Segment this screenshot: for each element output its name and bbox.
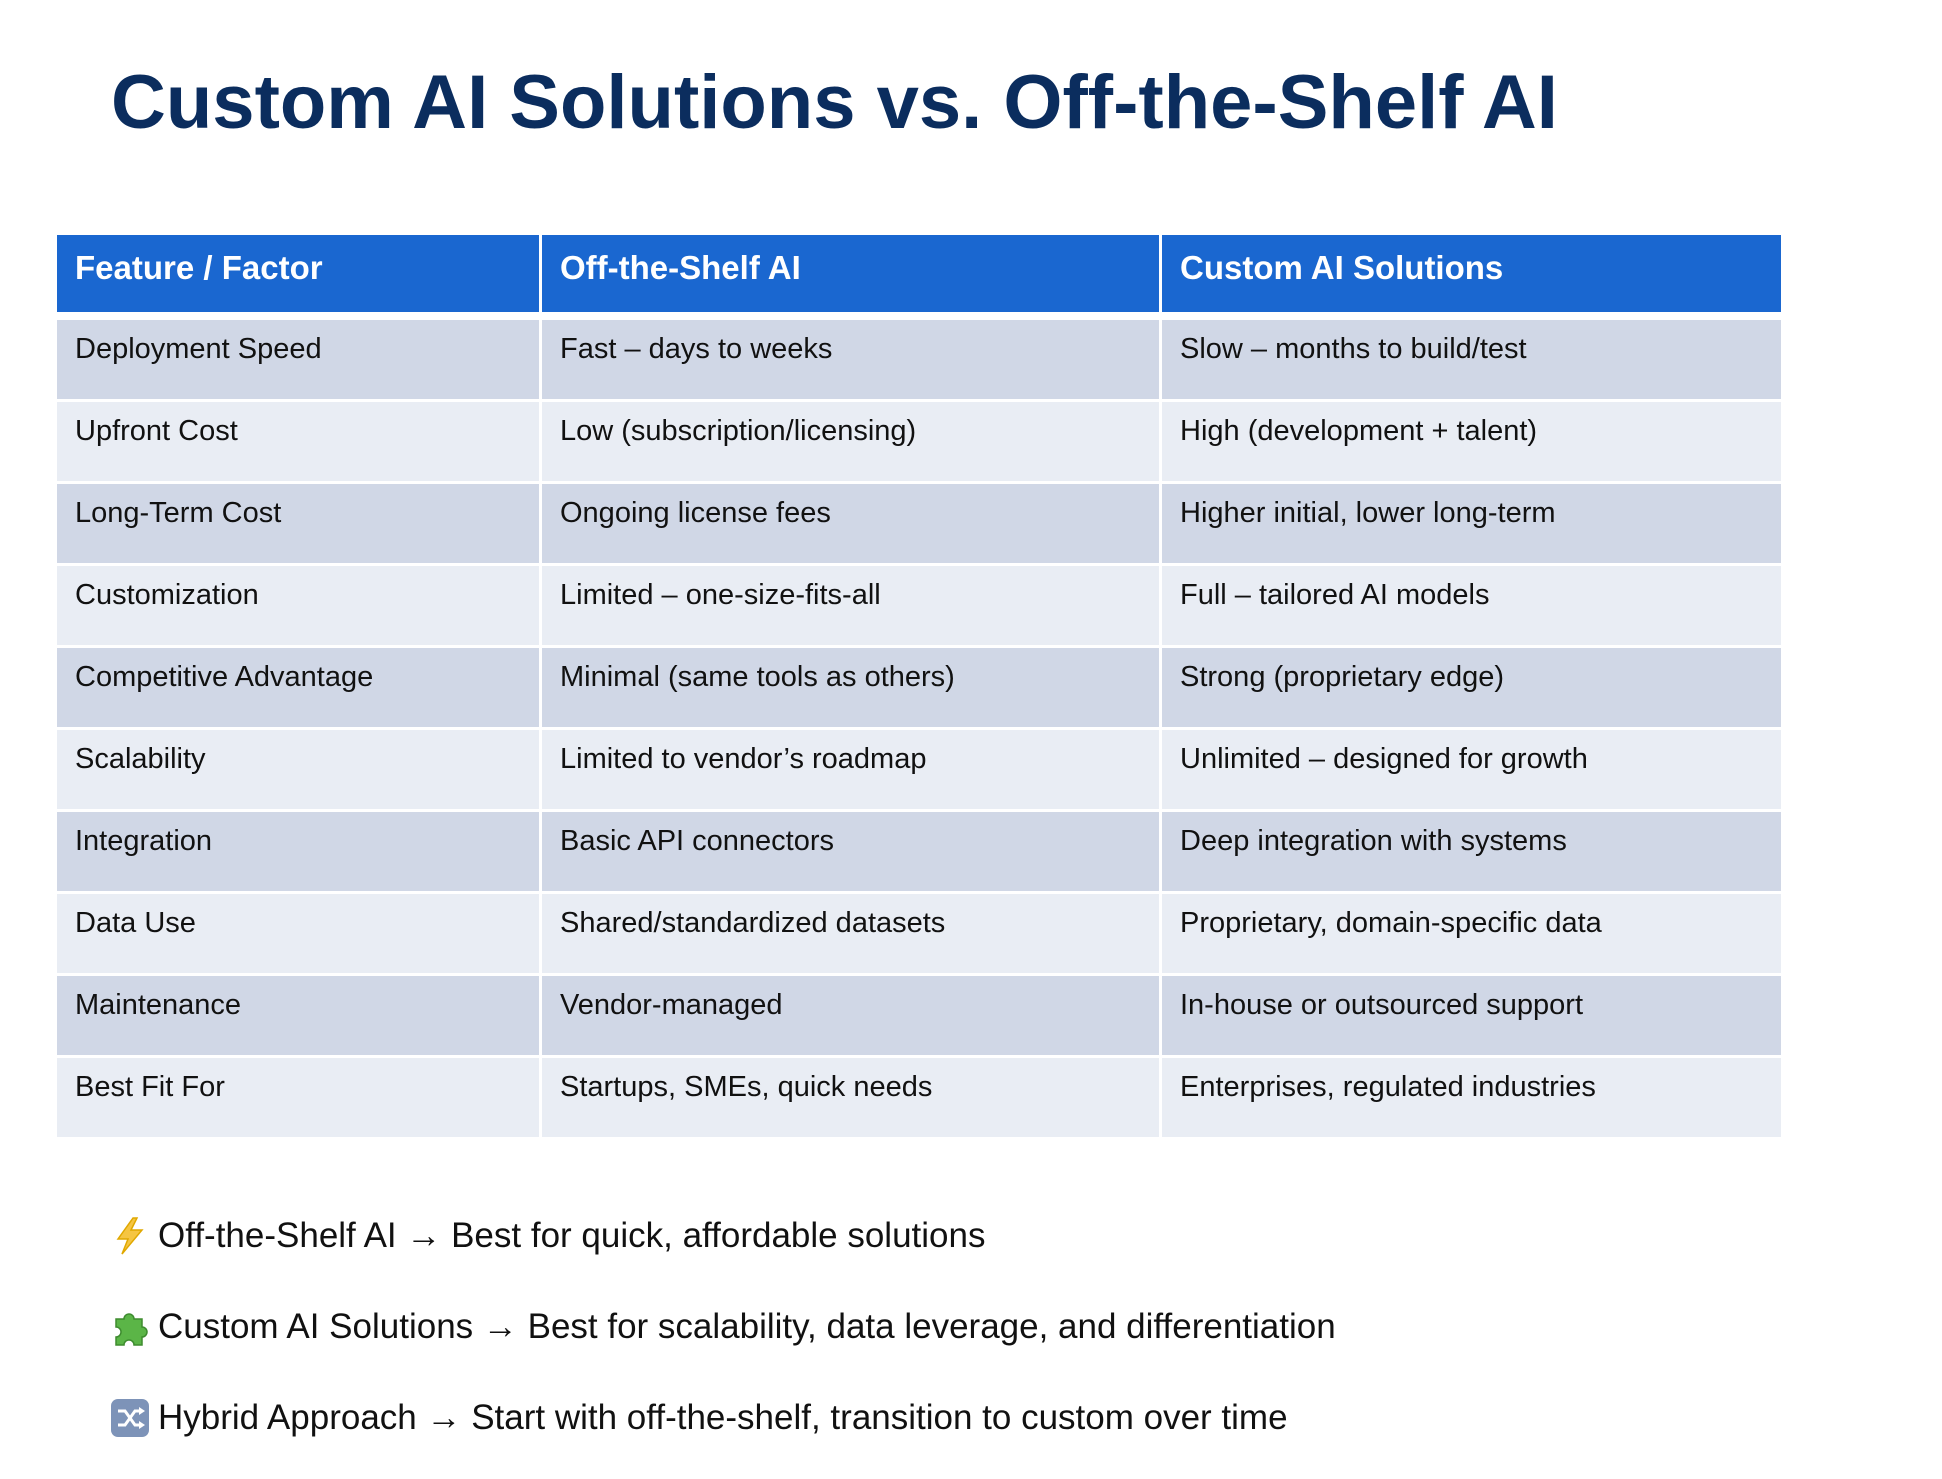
row-custom-value: Higher initial, lower long-term xyxy=(1161,483,1783,565)
comparison-table xyxy=(54,232,1784,1140)
table-row xyxy=(56,893,1783,975)
note-custom xyxy=(110,1297,1810,1357)
row-custom-value: Proprietary, domain-specific data xyxy=(1161,893,1783,975)
note-hybrid xyxy=(110,1388,1810,1448)
note-off-the-shelf xyxy=(110,1206,1810,1266)
table-row xyxy=(56,975,1783,1057)
table-header-row xyxy=(56,234,1783,317)
row-off-the-shelf-value: Fast – days to weeks xyxy=(541,316,1161,401)
puzzle-piece-icon xyxy=(110,1307,150,1347)
row-custom-value: Strong (proprietary edge) xyxy=(1161,647,1783,729)
column-header-custom: Custom AI Solutions xyxy=(1161,234,1783,317)
row-off-the-shelf-value: Shared/standardized datasets xyxy=(541,893,1161,975)
row-feature: Scalability xyxy=(56,729,541,811)
row-off-the-shelf-value: Limited to vendor’s roadmap xyxy=(541,729,1161,811)
row-off-the-shelf-value: Vendor-managed xyxy=(541,975,1161,1057)
table-row xyxy=(56,483,1783,565)
table-row xyxy=(56,316,1783,401)
row-feature: Data Use xyxy=(56,893,541,975)
summary-notes xyxy=(110,1206,1810,1479)
row-feature: Integration xyxy=(56,811,541,893)
note-text: Custom AI Solutions → Best for scalability, data leverage, and differentiation xyxy=(158,1307,1336,1346)
row-custom-value: Enterprises, regulated industries xyxy=(1161,1057,1783,1139)
row-off-the-shelf-value: Startups, SMEs, quick needs xyxy=(541,1057,1161,1139)
column-header-feature: Feature / Factor xyxy=(56,234,541,317)
shuffle-icon xyxy=(110,1398,150,1438)
row-off-the-shelf-value: Minimal (same tools as others) xyxy=(541,647,1161,729)
table-row xyxy=(56,565,1783,647)
row-custom-value: Full – tailored AI models xyxy=(1161,565,1783,647)
row-custom-value: Slow – months to build/test xyxy=(1161,316,1783,401)
table-row xyxy=(56,1057,1783,1139)
row-feature: Customization xyxy=(56,565,541,647)
table-row xyxy=(56,729,1783,811)
lightning-icon xyxy=(110,1216,150,1256)
row-off-the-shelf-value: Ongoing license fees xyxy=(541,483,1161,565)
row-custom-value: In-house or outsourced support xyxy=(1161,975,1783,1057)
row-off-the-shelf-value: Limited – one-size-fits-all xyxy=(541,565,1161,647)
row-off-the-shelf-value: Basic API connectors xyxy=(541,811,1161,893)
row-feature: Deployment Speed xyxy=(56,316,541,401)
row-feature: Long-Term Cost xyxy=(56,483,541,565)
row-feature: Competitive Advantage xyxy=(56,647,541,729)
note-text: Off-the-Shelf AI → Best for quick, affordable solutions xyxy=(158,1216,986,1255)
slide-title: Custom AI Solutions vs. Off-the-Shelf AI xyxy=(111,60,1558,145)
note-text: Hybrid Approach → Start with off-the-shelf, transition to custom over time xyxy=(158,1398,1288,1437)
column-header-off-the-shelf: Off-the-Shelf AI xyxy=(541,234,1161,317)
row-feature: Best Fit For xyxy=(56,1057,541,1139)
row-feature: Upfront Cost xyxy=(56,401,541,483)
table-row xyxy=(56,401,1783,483)
row-custom-value: High (development + talent) xyxy=(1161,401,1783,483)
row-custom-value: Unlimited – designed for growth xyxy=(1161,729,1783,811)
table-row xyxy=(56,811,1783,893)
row-custom-value: Deep integration with systems xyxy=(1161,811,1783,893)
row-feature: Maintenance xyxy=(56,975,541,1057)
row-off-the-shelf-value: Low (subscription/licensing) xyxy=(541,401,1161,483)
table-row xyxy=(56,647,1783,729)
